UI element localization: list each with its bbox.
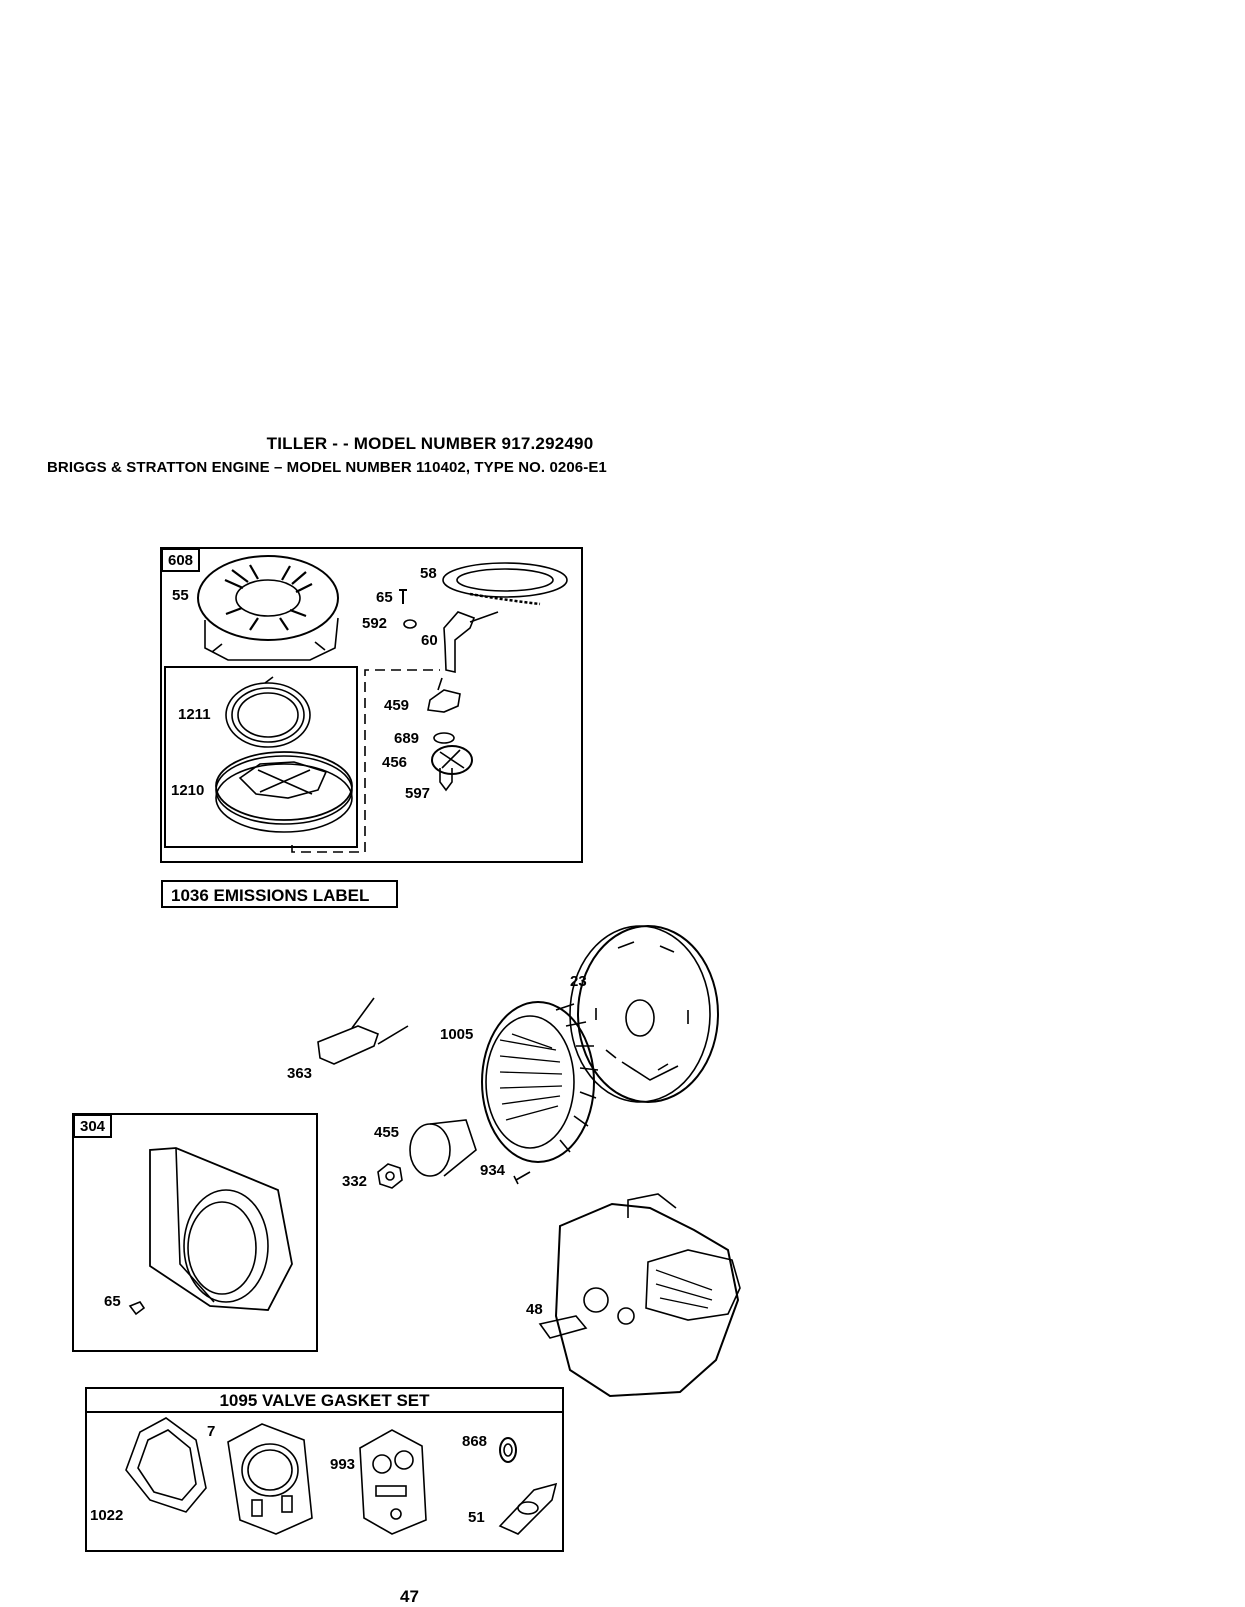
starter-rope-58 <box>443 563 567 604</box>
part-label-23: 23 <box>570 973 587 990</box>
part-label-332: 332 <box>342 1173 368 1190</box>
part-label-1210: 1210 <box>171 782 205 799</box>
recoil-starter-box-tag: 608 <box>161 548 200 572</box>
rewind-spring-1211 <box>226 677 310 747</box>
part-label-868: 868 <box>462 1433 488 1450</box>
part-label-592: 592 <box>362 615 388 632</box>
part-label-60: 60 <box>421 632 438 649</box>
part-label-1022: 1022 <box>90 1507 124 1524</box>
pulley-1210 <box>216 752 352 832</box>
flywheel-1005 <box>482 1002 598 1162</box>
part-label-689: 689 <box>394 730 420 747</box>
part-label-51: 51 <box>468 1509 485 1526</box>
part-label-363: 363 <box>287 1065 313 1082</box>
part-label-993: 993 <box>330 1456 356 1473</box>
part-label-7: 7 <box>207 1423 216 1440</box>
part-label-597: 597 <box>405 785 431 802</box>
part-label-1005: 1005 <box>440 1026 474 1043</box>
part-label-459: 459 <box>384 697 410 714</box>
part-label-55: 55 <box>172 587 189 604</box>
part-label-58: 58 <box>420 565 437 582</box>
page-number: 47 <box>400 1587 419 1606</box>
part-label-65-blower: 65 <box>104 1293 121 1310</box>
page-title: TILLER - - MODEL NUMBER 917.292490 <box>266 434 594 453</box>
engine-subtitle: BRIGGS & STRATTON ENGINE – MODEL NUMBER 110402, TYPE NO. 0206-E1 <box>47 459 607 476</box>
part-label-934: 934 <box>480 1162 506 1179</box>
starter-housing-55 <box>198 556 338 660</box>
emissions-label-box: 1036 EMISSIONS LABEL <box>161 880 398 908</box>
part-label-455: 455 <box>374 1124 400 1141</box>
engine-48-art <box>540 1194 740 1396</box>
blower-housing-art <box>150 1148 292 1310</box>
part-label-48: 48 <box>526 1301 543 1318</box>
blower-housing-box-tag: 304 <box>73 1114 112 1138</box>
valve-gasket-set-title: 1095 VALVE GASKET SET <box>86 1388 563 1413</box>
part-label-1211: 1211 <box>178 706 211 723</box>
part-label-456: 456 <box>382 754 408 771</box>
part-23-art <box>570 926 718 1102</box>
part-label-65: 65 <box>376 589 393 606</box>
